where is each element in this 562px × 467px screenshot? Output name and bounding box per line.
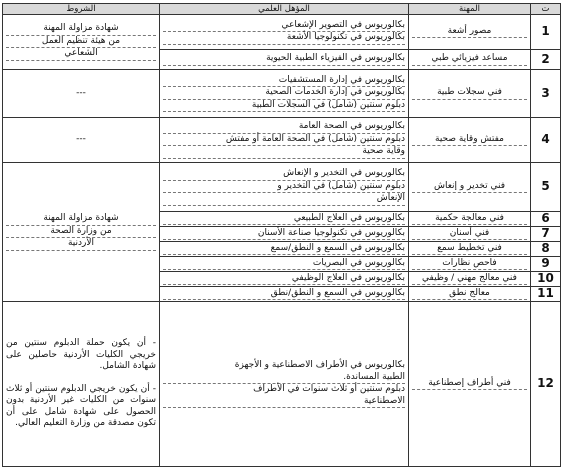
header-number: ت [531,4,561,15]
qualification-line: بكالوريوس في البصريات [163,258,405,271]
qualification-cell [160,163,409,212]
conditions-cell [3,15,160,70]
qualification-cell [160,302,409,467]
row-number: 12 [531,302,561,467]
profession-line: فاحص نظارات [412,258,527,271]
profession-line: فني تخطيط سمع [412,243,527,256]
qualification-cell [160,257,409,272]
condition-line: من هيئة تنظيم العمل [6,36,156,49]
profession-line: مساعد فيزيائي طبي [412,53,527,66]
table-row [3,118,561,163]
qualification-cell [160,272,409,287]
profession-cell [409,272,531,287]
profession-line: فني معالجة حكمية [412,213,527,226]
condition-line: من وزارة الصحة [6,226,156,239]
qualification-line: الطبية المساندة. [163,372,405,385]
professions-table [2,3,561,467]
qualification-line: الاصطناعية [163,396,405,409]
profession-line: فني تخدير و إنعاش [412,181,527,194]
qualification-cell [160,15,409,50]
table-header-row [3,4,561,15]
qualification-line: بكالوريوس في تكنولوجيا صناعة الأسنان [163,228,405,241]
conditions-cell [3,163,160,302]
qualification-line: بكالوريوس في السمع و النطق/سمع [163,243,405,256]
conditions-cell [3,302,160,467]
profession-cell [409,70,531,118]
profession-line: فني معالج مهني / وظيفي [412,273,527,286]
row-number: 10 [531,272,561,287]
row-number: 11 [531,287,561,302]
conditions-cell [3,118,160,163]
condition-line: --- [76,134,86,145]
qualification-cell [160,287,409,302]
profession-cell [409,118,531,163]
qualification-cell [160,50,409,70]
qualification-cell [160,227,409,242]
condition-paragraph: - أن يكون خريجي الدبلوم سنتين أو ثلاث سنوات من الكليات غير الأردنية بدون الحصول على شهادة شامل على أن تكون مصدقة من وزارة التعليم العالي. [6,383,156,429]
profession-cell [409,15,531,50]
qualification-line: وقاية صحية [163,146,405,159]
qualification-cell [160,118,409,163]
condition-line: شهادة مزاولة المهنة [6,213,156,226]
profession-cell [409,163,531,212]
profession-line: فني سجلات طبية [412,87,527,100]
profession-cell [409,257,531,272]
qualification-cell [160,70,409,118]
row-number: 7 [531,227,561,242]
profession-cell [409,302,531,467]
profession-line: معالج نطق [412,288,527,301]
qualification-line: دبلوم سنتين (شامل) في التخدير و [163,181,405,194]
table-row [3,163,561,212]
row-number: 1 [531,15,561,50]
qualification-line: دبلوم سنتين (شامل) في الصحة العامة أو مفتش [163,134,405,147]
condition-line: الشعاعي [6,48,156,61]
qualification-line: بكالوريوس في التصوير الإشعاعي [163,20,405,33]
condition-line: --- [76,87,86,98]
qualification-line: بكالوريوس في الأطراف الاصطناعية و الأجهزة [234,360,405,370]
profession-cell [409,227,531,242]
qualification-line: بكالوريوس في التخدير و الإنعاش [163,168,405,181]
table-row [3,302,561,467]
condition-line: شهادة مزاولة المهنة [6,23,156,36]
row-number: 8 [531,242,561,257]
condition-line: الأردنية [6,238,156,251]
row-number: 4 [531,118,561,163]
profession-line: فني أطراف إصطناعية [412,378,527,391]
qualification-line: بكالوريوس في إدارة المستشفيات [163,75,405,88]
table-row [3,15,561,50]
row-number: 5 [531,163,561,212]
qualification-line: بكالوريوس في تكنولوجيا الأشعة [163,32,405,45]
profession-line: مفتش وقاية صحية [412,134,527,147]
profession-cell [409,212,531,227]
condition-paragraph: - أن يكون حملة الدبلوم سنتين من خريجي الكليات الأردنية حاصلين على شهادة الشامل. [6,338,156,372]
qualification-line: بكالوريوس في العلاج الطبيعي [163,213,405,226]
profession-line: فني أسنان [412,228,527,241]
qualification-cell [160,242,409,257]
qualification-line: بكالوريوس في الصحة العامة [163,121,405,134]
row-number: 3 [531,70,561,118]
qualification-line: دبلوم سنتين أو ثلاث سنوات في الأطراف [253,384,405,394]
qualification-line: بكالوريوس في إدارة الخدمات الصحية [163,87,405,100]
row-number: 9 [531,257,561,272]
header-profession: المهنة [409,4,531,15]
header-qualification: المؤهل العلمي [160,4,409,15]
row-number: 2 [531,50,561,70]
qualification-line: بكالوريوس في الفيزياء الطبية الحيوية [163,53,405,66]
conditions-cell [3,70,160,118]
profession-cell [409,50,531,70]
profession-cell [409,242,531,257]
qualification-cell [160,212,409,227]
qualification-line: الإنعاش [163,193,405,206]
profession-cell [409,287,531,302]
qualification-line: بكالوريوس في السمع و النطق/نطق [163,288,405,301]
header-conditions: الشروط [3,4,160,15]
table-row [3,70,561,118]
row-number: 6 [531,212,561,227]
qualification-line: بكالوريوس في العلاج الوظيفي [163,273,405,286]
profession-line: مصور أشعة [412,26,527,39]
qualification-line: دبلوم سنتين (شامل) في السجلات الطبية [163,100,405,113]
